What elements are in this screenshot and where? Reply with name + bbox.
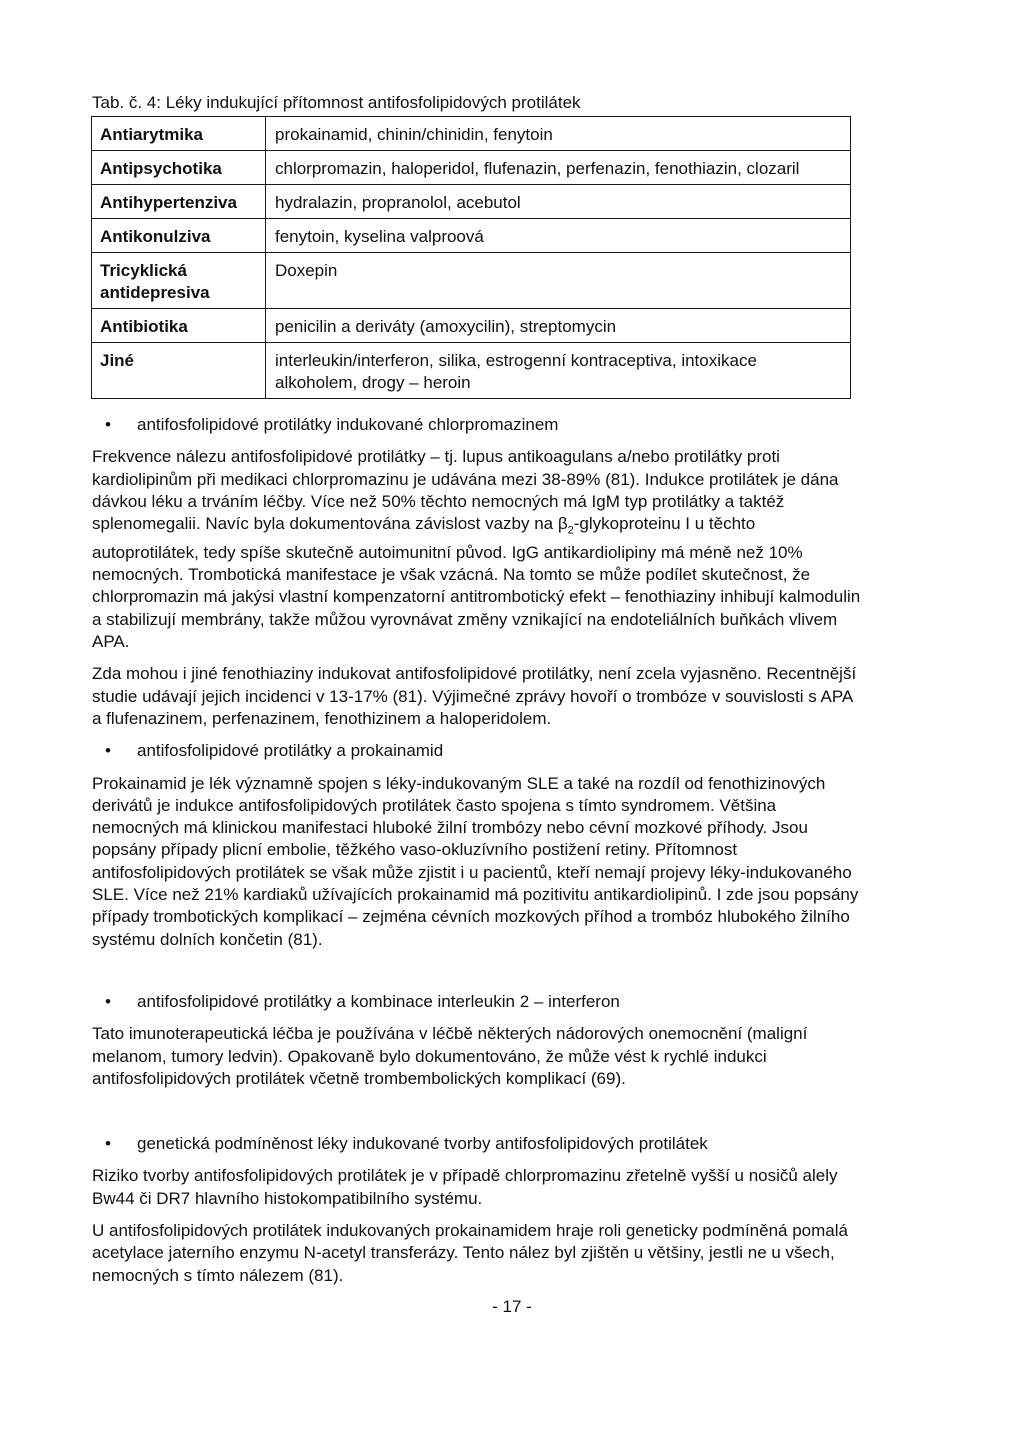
table-row (92, 253, 851, 309)
bullet-icon: • (105, 991, 111, 1011)
paragraph: Zda mohou i jiné fenothiaziny indukovat antifosfolipidové protilátky, není zcela vyjasněno. Recentnější studie udávají jejich incidenci v 13-17% (81). Výjimečné zprávy hovoří o trombóze v souvislosti s APA a flufenazinem, perfenazinem, fenothizinem a haloperidolem. (92, 664, 857, 728)
bullet-icon: • (105, 415, 111, 434)
drugs-cell: penicilin a deriváty (amoxycilin), streptomycin (266, 309, 851, 343)
bullet-label: antifosfolipidové protilátky a kombinace interleukin 2 – interferon (137, 991, 620, 1011)
category-cell: Tricyklická antidepresiva (92, 253, 266, 309)
table-row (92, 185, 851, 219)
table-row (92, 343, 851, 399)
section-heading-interleukin (92, 991, 862, 1013)
category-cell: Antiarytmika (92, 117, 266, 151)
bullet-icon: • (105, 741, 111, 761)
drugs-cell: Doxepin (266, 253, 851, 309)
bullet-label: antifosfolipidové protilátky a prokainamid (137, 741, 444, 761)
paragraph: Prokainamid je lék významně spojen s léky-indukovaným SLE a také na rozdíl od fenothizinových derivátů je indukce antifosfolipidových protilátek často spojena s tímto syndromem. Většina nemocných má klinickou manifestaci hluboké žilní trombózy nebo cévní mozkové příhody. Jsou popsány případy plicní embolie, těžkého vaso-okluzívního postižení retiny. Přítomnost antifosfolipidových protilátek se však může zjistit i u pacientů, kteří nemají projevy léky-indukovaného SLE. Více než 21% kardiaků užívajících prokainamid má pozitivitu antikardiolipinů. I zde jsou popsány případy trombotických komplikací – zejména cévních mozkových příhod a trombóz hlubokého žilního systému dolních končetin (81). (92, 773, 859, 949)
spacer (92, 1100, 862, 1133)
paragraph-text: Frekvence nálezu antifosfolipidové protilátky – tj. lupus antikoagulans a/nebo protilátky proti kardiolipinům při medikaci chlorpromazinu je udávána mezi 38-89% (81). Indukce protilátek je dána dávkou léku a trváním léčby. Více než 50% těchto nemocných má IgM typ protilátky a taktéž splenomegalii. Navíc byla dokumentována závislost vazby na (92, 447, 839, 534)
drugs-cell: hydralazin, propranolol, acebutol (266, 185, 851, 219)
table-row (92, 151, 851, 185)
table-row (92, 219, 851, 253)
category-cell: Jiné (92, 343, 266, 399)
drugs-cell: chlorpromazin, haloperidol, flufenazin, perfenazin, fenothiazin, clozaril (266, 151, 851, 185)
paragraph: Riziko tvorby antifosfolipidových protilátek je v případě chlorpromazinu zřetelně vyšší u nosičů alely Bw44 či DR7 hlavního histokompatibilního systému. (92, 1166, 838, 1208)
drug-table (91, 116, 851, 399)
drugs-cell: fenytoin, kyselina valproová (266, 219, 851, 253)
drugs-cell: prokainamid, chinin/chinidin, fenytoin (266, 117, 851, 151)
table-row (92, 309, 851, 343)
bullet-label: antifosfolipidové protilátky indukované chlorpromazinem (137, 415, 559, 434)
paragraph: Tato imunoterapeutická léčba je používána v léčbě některých nádorových onemocnění (maligní melanom, tumory ledvin). Opakovaně bylo dokumentováno, že může vést k rychlé indukci antifosfolipidových protilátek včetně trombembolických komplikací (69). (92, 1024, 808, 1088)
bullet-label: genetická podmíněnost léky indukované tvorby antifosfolipidových protilátek (137, 1134, 708, 1154)
bullet-icon: • (105, 1134, 111, 1154)
beta-subscript: 2 (567, 524, 574, 537)
body-text (92, 414, 862, 1297)
category-cell: Antibiotika (92, 309, 266, 343)
beta-symbol: β (557, 514, 568, 534)
paragraph-text: -glykoproteinu I u těchto autoprotilátek, tedy spíše skutečně autoimunitní původ. IgG antikardiolipiny má méně než 10% nemocných. Trombotická manifestace je však vzácná. Na tomto se může podílet skutečnost, že chlorpromazin má jakýsi vlastní kompenzatorní antitrombotický efekt – fenothiaziny inhibují kalmodulin a stabilizují membrány, takže můžou vyrovnávat změny vznikající na endoteliálních buňkách vlivem APA. (92, 514, 861, 652)
drugs-cell: interleukin/interferon, silika, estrogenní kontraceptiva, intoxikace alkoholem, drogy – heroin (266, 343, 851, 399)
category-cell: Antihypertenziva (92, 185, 266, 219)
section-heading-genetics (92, 1133, 862, 1155)
table-row (92, 117, 851, 151)
page-number: - 17 - (492, 1297, 532, 1316)
spacer (92, 961, 862, 991)
paragraph (92, 446, 862, 653)
paragraph: U antifosfolipidových protilátek indukovaných prokainamidem hraje roli geneticky podmíněná pomalá acetylace jaterního enzymu N-acetyl transferázy. Tento nález byl zjištěn u většiny, jestli ne u všech, nemocných s tímto nálezem (81). (92, 1221, 848, 1285)
section-heading-chlorpromazin (92, 414, 862, 436)
category-cell: Antikonulziva (92, 219, 266, 253)
table-caption: Tab. č. 4: Léky indukující přítomnost antifosfolipidových protilátek (92, 93, 581, 112)
section-heading-prokainamid (92, 740, 862, 762)
category-cell: Antipsychotika (92, 151, 266, 185)
